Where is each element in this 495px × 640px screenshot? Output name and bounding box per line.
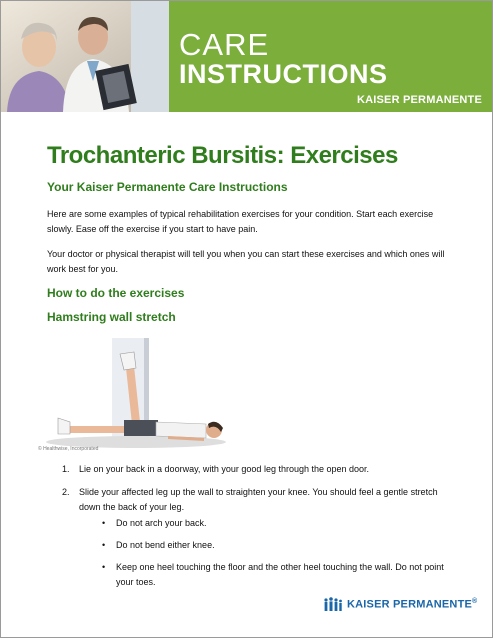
bullet-text: Do not arch your back. — [116, 518, 207, 528]
step-text: Lie on your back in a doorway, with your good leg through the open door. — [79, 464, 370, 474]
exercise-heading: Hamstring wall stretch — [47, 310, 176, 324]
page-subtitle: Your Kaiser Permanente Care Instructions — [47, 180, 288, 194]
bullet-dot: • — [102, 518, 106, 528]
bullet-text: Keep one heel touching the floor and the other heel touching the wall. Do not point your toes. — [116, 562, 444, 587]
step-number: 1. — [62, 464, 70, 474]
bullet-text: Do not bend either knee. — [116, 540, 215, 550]
illustration-credit: © Healthwise, Incorporated — [38, 446, 99, 452]
intro-paragraph-2: Your doctor or physical therapist will tell you when you can start these exercises and which ones will work best for you. — [47, 249, 445, 274]
bullet-dot: • — [102, 562, 106, 572]
bullet-dot: • — [102, 540, 106, 550]
intro-paragraph-1: Here are some examples of typical rehabilitation exercises for your condition. Start each exercise slowly. Ease off the exercise if you start to have pain. — [47, 209, 434, 234]
step-text: Slide your affected leg up the wall to straighten your knee. You should feel a gentle stretch down the back of your leg. — [79, 487, 438, 512]
footer-brand — [347, 598, 477, 611]
registered-mark: ® — [472, 598, 478, 605]
page-title: Trochanteric Bursitis: Exercises — [47, 142, 398, 169]
header-brand: KAISER PERMANENTE — [356, 94, 482, 106]
kaiser-people-icon — [323, 596, 343, 617]
step-number: 2. — [62, 487, 70, 497]
header-instructions-text: INSTRUCTIONS — [179, 59, 388, 89]
header-care-text: CARE — [179, 27, 270, 62]
hamstring-stretch-illustration — [36, 338, 236, 458]
footer-logo — [323, 594, 483, 616]
header-photo — [1, 1, 169, 112]
footer-brand-text: KAISER PERMANENTE — [347, 598, 473, 611]
section-heading: How to do the exercises — [47, 286, 185, 300]
